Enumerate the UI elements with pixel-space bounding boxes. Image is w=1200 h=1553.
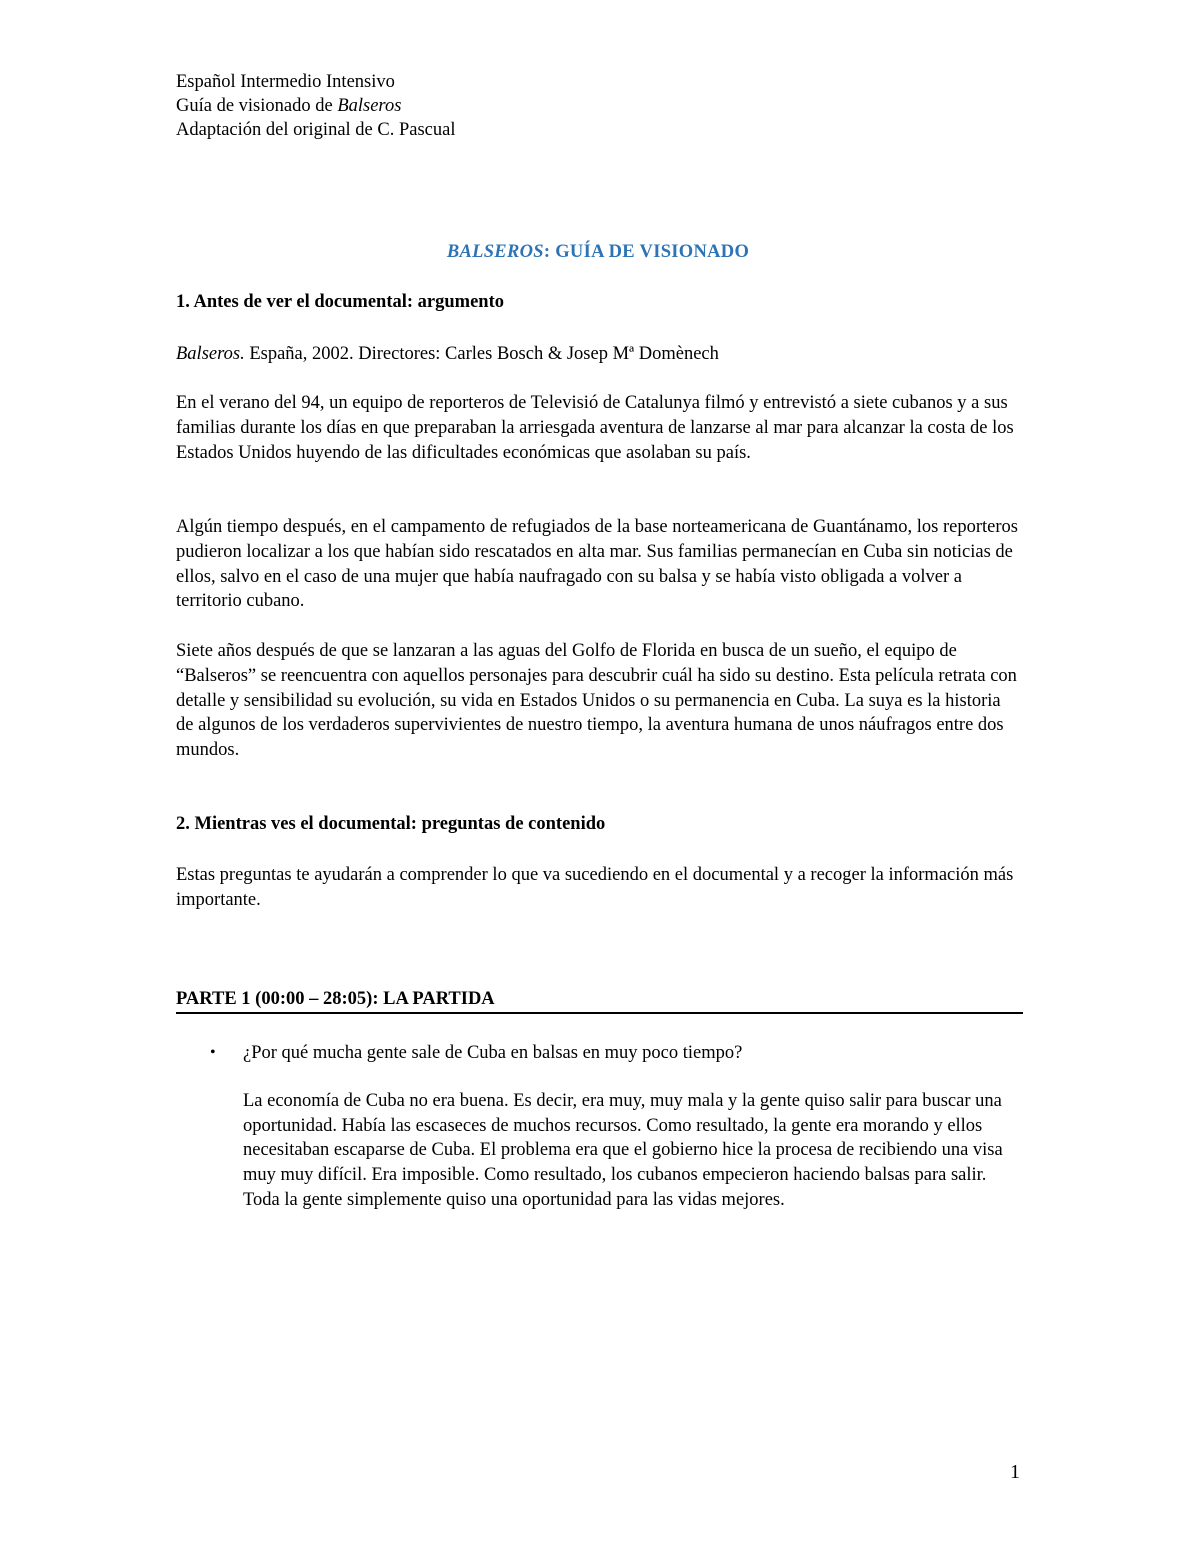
synopsis-paragraph-2: Algún tiempo después, en el campamento de refugiados de la base norteamericana de Guantánamo, los reporteros pudieron localizar a los que habían sido rescatados en alta mar. Sus familias permanecían en Cuba sin noticias de ellos, salvo en el caso de una mujer que había naufragado con su balsa y se había visto obligada a volver a territorio cubano. [176, 517, 1018, 612]
bullet-icon: • [210, 1044, 216, 1061]
page-title [0, 242, 1196, 263]
question-text: ¿Por qué mucha gente sale de Cuba en balsas en muy poco tiempo? [243, 1043, 743, 1063]
guide-subtitle [176, 94, 455, 118]
guide-subtitle-film: Balseros [337, 96, 402, 116]
page-number: 1 [1010, 1461, 1020, 1483]
adaptation-credit: Adaptación del original de C. Pascual [176, 120, 456, 140]
film-info [176, 342, 1022, 367]
answer-text: La economía de Cuba no era buena. Es decir, era muy, muy mala y la gente quiso salir para buscar una oportunidad. Había las escaseces de muchos recursos. Como resultado, la gente era morando y ellos necesitaban escaparse de Cuba. El problema era que el gobierno hice la procesa de recibiendo una visa muy muy difícil. Era imposible. Como resultado, los cubanos empecieron haciendo balsas para salir. Toda la gente simplemente quiso una oportunidad para las vidas mejores. [243, 1091, 1003, 1210]
synopsis-paragraph-1: En el verano del 94, un equipo de reporteros de Televisió de Catalunya filmó y entrevistó a siete cubanos y a sus familias durante los días en que preparaban la arriesgada aventura de lanzarse al mar para alcanzar la costa de los Estados Unidos huyendo de las dificultades económicas que asolaban su país. [176, 393, 1014, 463]
section1-heading: 1. Antes de ver el documental: argumento [176, 292, 504, 312]
section2-heading: 2. Mientras ves el documental: preguntas de contenido [176, 814, 606, 834]
section2-intro: Estas preguntas te ayudarán a comprender lo que va sucediendo en el documental y a recoger la información más importante. [176, 865, 1014, 910]
film-info-title: Balseros. [176, 344, 245, 364]
page-title-film: BALSEROS [446, 242, 544, 262]
document-header [176, 70, 455, 142]
part1-heading: PARTE 1 (00:00 – 28:05): LA PARTIDA [176, 987, 1023, 1014]
synopsis-paragraph-3: Siete años después de que se lanzaran a las aguas del Golfo de Florida en busca de un sueño, el equipo de “Balseros” se reencuentra con aquellos personajes para descubrir cuál ha sido su destino. Esta película retrata con detalle y sensibilidad su evolución, su vida en Estados Unidos o su permanencia en Cuba. La suya es la historia de algunos de los verdaderos supervivientes de nuestro tiempo, la aventura humana de unos náufragos entre dos mundos. [176, 641, 1017, 761]
page-title-rest: : GUÍA DE VISIONADO [543, 242, 750, 262]
course-name: Español Intermedio Intensivo [176, 72, 395, 92]
film-info-details: España, 2002. Directores: Carles Bosch & Josep Mª Domènech [244, 344, 719, 364]
guide-subtitle-prefix: Guía de visionado de [176, 96, 338, 116]
